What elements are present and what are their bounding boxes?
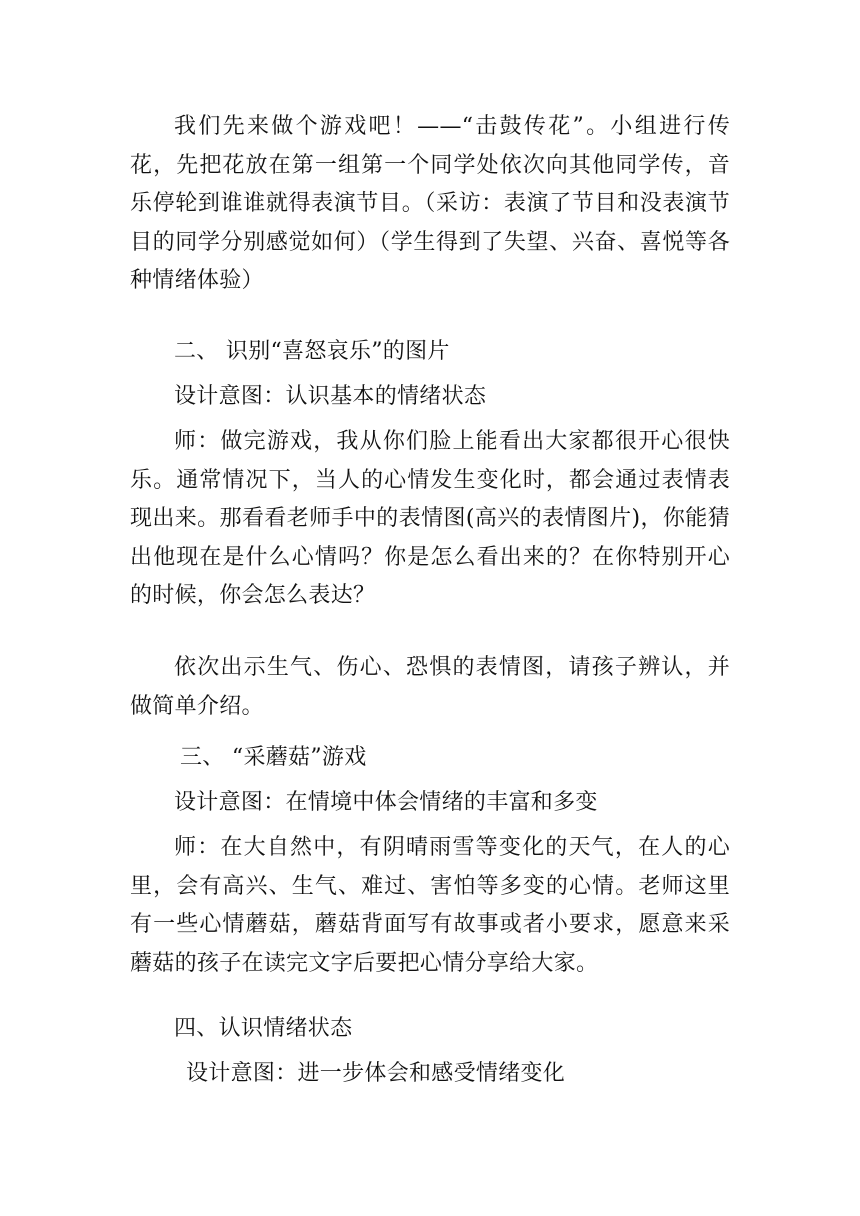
design-intent-4: 设计意图：进一步体会和感受情绪变化 <box>186 1061 566 1086</box>
design-intent-3: 设计意图：在情境中体会情绪的丰富和多变 <box>174 790 598 815</box>
paragraph-game-intro: 我们先来做个游戏吧！——“击鼓传花”。小组进行传花，先把花放在第一组第一个同学处依次向其他同学传，音乐停轮到谁谁就得表演节目。（采访：表演了节目和没表演节目的同学分别感觉如何）（学生得到了失望、兴奋、喜悦等各种情绪体验） <box>130 114 730 294</box>
paragraph-mushroom-game: 师：在大自然中，有阴晴雨雪等变化的天气，在人的心里，会有高兴、生气、难过、害怕等多变的心情。老师这里有一些心情蘑菇，蘑菇背面写有故事或者小要求，愿意来采蘑菇的孩子在读完文字后要把心情分享给大家。 <box>130 835 730 976</box>
section-heading-3: 三、 “采蘑菇”游戏 <box>180 745 367 770</box>
paragraph-teacher-emotions: 师：做完游戏，我从你们脸上能看出大家都很开心很快乐。通常情况下，当人的心情发生变化时，都会通过表情表现出来。那看看老师手中的表情图(高兴的表情图片)，你能猜出他现在是什么心情吗？你是怎么看出来的？在你特别开心的时候，你会怎么表达？ <box>130 429 730 609</box>
section-heading-2: 二、 识别“喜怒哀乐”的图片 <box>174 339 450 364</box>
section-heading-4: 四、认识情绪状态 <box>174 1016 353 1041</box>
paragraph-show-pictures: 依次出示生气、伤心、恐惧的表情图，请孩子辨认，并做简单介绍。 <box>130 655 730 719</box>
design-intent-2: 设计意图：认识基本的情绪状态 <box>174 384 487 409</box>
